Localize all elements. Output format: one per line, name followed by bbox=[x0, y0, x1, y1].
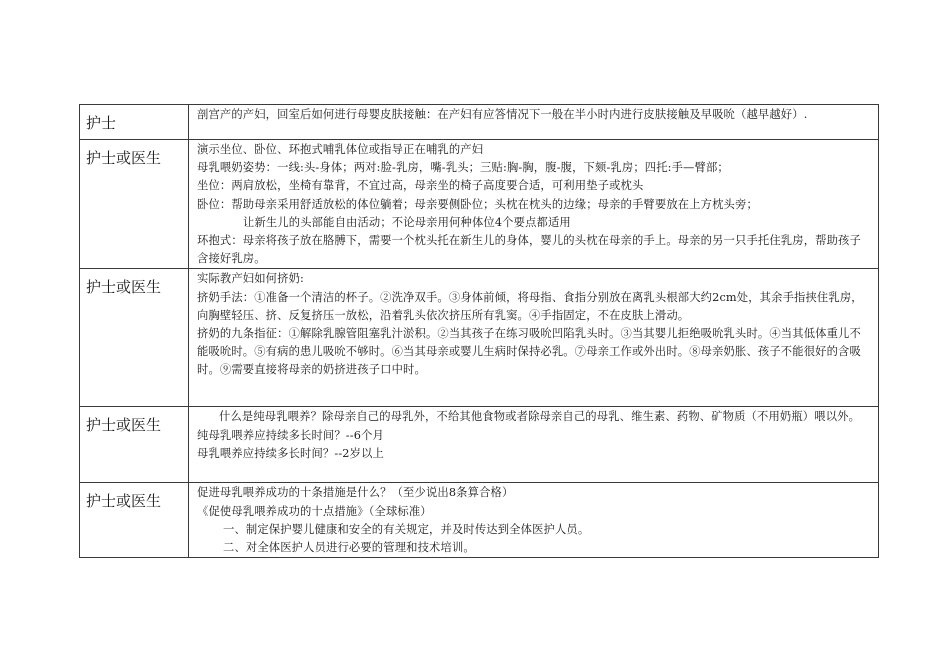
content-cell bbox=[189, 407, 879, 483]
content-line: 什么是纯母乳喂养？除母亲自己的母乳外，不给其他食物或者除母亲自己的母乳、维生素、药物、矿物质（不用奶瓶）喂以外。 bbox=[219, 410, 861, 424]
content-cell bbox=[189, 483, 879, 558]
content-line: 挤奶的九条指征：①解除乳腺管阻塞乳汁淤积。②当其孩子在练习吸吮凹陷乳头时。③当其婴儿拒绝吸吮乳头时。④当其低体重儿不能吸吮时。⑤有病的患儿吸吮不够时。⑥当其母亲或婴儿生病时保持必乳。⑦母亲工作或外出时。⑧母亲奶胀、孩子不能很好的含吸时。⑨需要直接将母亲的奶挤进孩子口中时。 bbox=[197, 327, 861, 377]
content-line: 卧位：帮助母亲采用舒适放松的体位躺着；母亲要侧卧位；头枕在枕头的边缘；母亲的手臂要放在上方枕头旁； bbox=[197, 197, 758, 211]
content-line: 挤奶手法：①准备一个清洁的杯子。②洗净双手。③身体前倾，将母指、食指分别放在离乳头根部大约2cm处，其余手指挟住乳房，向胸壁轻压、挤、反复挤压一放松，沿着乳头依次挤压所有乳窦。④手指固定，不在皮肤上滑动。 bbox=[197, 290, 863, 322]
content-line: 剖宫产的产妇，回室后如何进行母婴皮肤接触：在产妇有应答情况下一般在半小时内进行皮肤接触及早吸吮（越早越好）. bbox=[197, 108, 808, 121]
content-cell bbox=[189, 269, 879, 407]
content-line: 纯母乳喂养应持续多长时间？--6个月 bbox=[197, 428, 384, 442]
role-cell: 护士或医生 bbox=[80, 140, 189, 269]
table-row bbox=[80, 407, 879, 483]
content-line: 《促使母乳喂养成功的十点措施》（全球标准） bbox=[197, 504, 432, 518]
table-row bbox=[80, 140, 879, 269]
role-cell: 护士或医生 bbox=[80, 483, 189, 558]
content-line: 一、制定保护婴儿健康和安全的有关规定，并及时传达到全体医护人员。 bbox=[223, 522, 590, 536]
table-row bbox=[80, 269, 879, 407]
role-cell: 护士 bbox=[80, 105, 189, 140]
table-row bbox=[80, 105, 879, 140]
content-line: 母乳喂奶姿势：一线:头-身体；两对:脸-乳房，嘴-乳头；三贴:胸-胸，腹-腹，下颏-乳房；四托:手—臂部； bbox=[197, 161, 729, 175]
content-line: 让新生儿的头部能自由活动；不论母亲用何种体位4个要点都适用 bbox=[243, 215, 571, 229]
role-cell: 护士或医生 bbox=[80, 269, 189, 407]
content-line: 坐位：两肩放松，坐椅有靠背，不宜过高，母亲坐的椅子高度要合适，可利用垫子或枕头 bbox=[197, 179, 644, 193]
table-row bbox=[80, 483, 879, 558]
content-cell bbox=[189, 140, 879, 269]
role-cell: 护士或医生 bbox=[80, 407, 189, 483]
content-line: 母乳喂养应持续多长时间？--2岁以上 bbox=[197, 446, 384, 460]
content-cell bbox=[189, 105, 879, 140]
content-line: 实际教产妇如何挤奶: bbox=[197, 272, 304, 286]
content-line: 环抱式：母亲将孩子放在胳膊下，需要一个枕头托在新生儿的身体，婴儿的头枕在母亲的手上。母亲的另一只手托住乳房，帮助孩子含接好乳房。 bbox=[197, 234, 861, 266]
content-line: 促进母乳喂养成功的十条措施是什么？（至少说出8条算合格） bbox=[197, 486, 514, 500]
content-line: 演示坐位、卧位、环抱式哺乳体位或指导正在哺乳的产妇 bbox=[197, 143, 484, 156]
content-line: 二、对全体医护人员进行必要的管理和技术培训。 bbox=[223, 541, 475, 555]
training-table bbox=[79, 104, 879, 558]
